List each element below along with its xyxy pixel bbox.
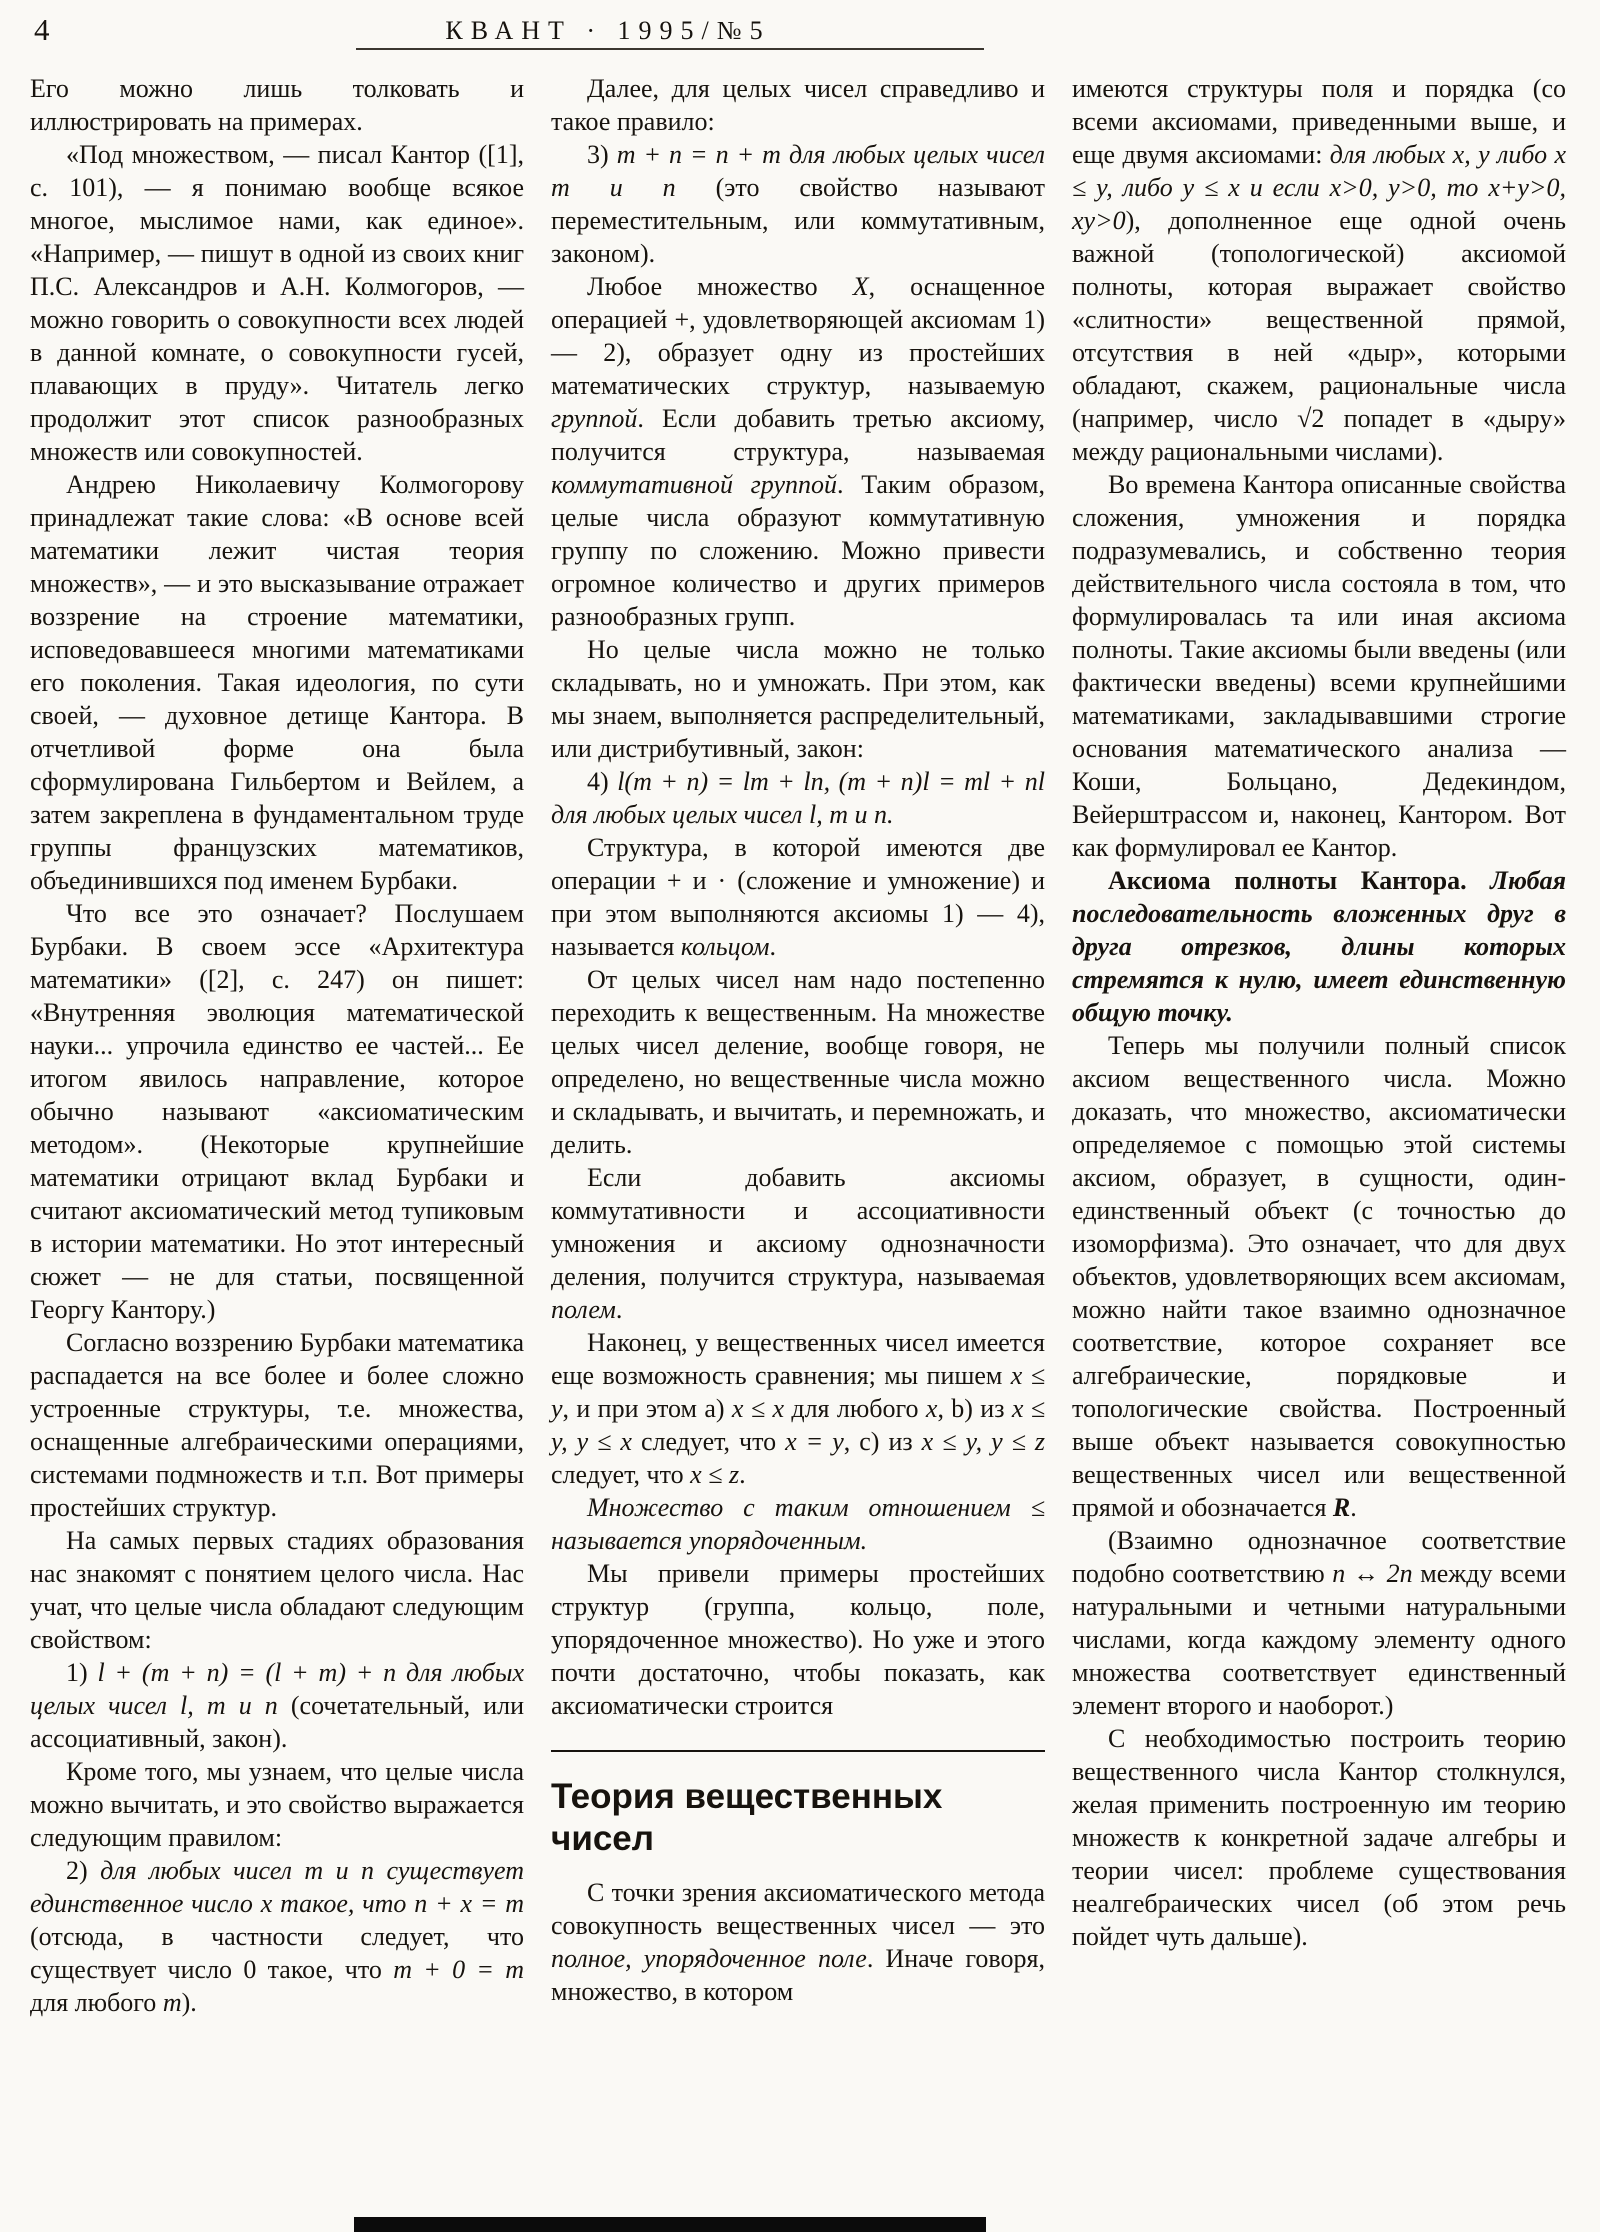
header-rule	[356, 48, 984, 50]
text-run: l + (m + n) = (l + m) + n	[97, 1658, 397, 1687]
text-run: коммутативной группой	[551, 470, 837, 499]
paragraph	[551, 1491, 1045, 1557]
paragraph	[551, 1161, 1045, 1326]
text-run: Его можно лишь толковать и иллюстрировать на примерах.	[30, 74, 524, 136]
text-run: (сочетательный, или ассоциативный, закон).	[30, 1691, 524, 1753]
text-run: m	[162, 1988, 182, 2017]
text-run: n ↔ 2n	[1332, 1559, 1413, 1588]
text-column-2	[551, 72, 1045, 2019]
paragraph	[30, 897, 524, 1326]
text-run: для любых целых чисел l, m и n	[30, 1658, 524, 1720]
text-run: для любых x, y либо x ≤ y, либо y ≤ x и если x>0, y>0, то x+y>0, xy>0	[1072, 140, 1566, 235]
paragraph	[30, 468, 524, 897]
text-run: .	[769, 932, 777, 961]
text-run: (Взаимно однозначное соответствие подобно соответствию	[1072, 1526, 1566, 1588]
paragraph	[30, 1755, 524, 1854]
text-run: Мы привели примеры простейших структур (группа, кольцо, поле, упорядоченное множество). Но уже и этого почти достаточно, чтобы показать, как аксиоматически строится	[551, 1559, 1045, 1720]
text-run: (это свойство называют переместительным, или коммутативным, законом).	[551, 173, 1045, 268]
text-run: x ≤ y	[551, 1361, 1046, 1423]
paragraph	[30, 138, 524, 468]
text-run: x ≤ z	[690, 1460, 740, 1489]
text-run: 3)	[587, 140, 617, 169]
text-run: .	[739, 1460, 746, 1489]
text-run: ), дополненное еще одной очень важной (топологической) аксиомой полноты, которая выражает свойство «слитности» вещественной прямой, отсутствия в ней «дыр», которыми обладают, скажем, рациональные числа (например, число √2 попадет в «дыру» между рациональными числами).	[1072, 206, 1566, 466]
text-run: Наконец, у вещественных чисел имеется еще возможность сравнения; мы пишем	[551, 1328, 1045, 1390]
text-run: 1)	[66, 1658, 98, 1687]
paragraph	[30, 1656, 524, 1755]
text-run: полем	[551, 1295, 616, 1324]
text-run: m + n = n + m для любых целых чисел m и n	[551, 140, 1045, 202]
journal-masthead: КВАНТ · 1995/№5	[445, 16, 771, 45]
text-run: (отсюда, в частности следует, что существует число 0 такое, что	[30, 1922, 524, 1984]
text-run: для любого	[30, 1988, 163, 2017]
text-run: На самых первых стадиях образования нас знакомят с понятием целого числа. Нас учат, что целые числа обладают следующим свойством:	[30, 1526, 524, 1654]
text-run: x = y	[785, 1427, 844, 1456]
paragraph	[551, 270, 1045, 633]
text-run: От целых чисел нам надо постепенно переходить к вещественным. На множестве целых чисел деление, вообще говоря, не определено, но вещественные числа можно и складывать, и вычитать, и перемножать, и делить.	[551, 965, 1045, 1159]
text-run: Но целые числа можно не только складывать, но и умножать. При этом, как мы знаем, выполняется распределительный, или дистрибутивный, закон:	[551, 635, 1045, 763]
text-run: 4)	[587, 767, 618, 796]
paragraph	[1072, 1722, 1566, 1953]
paragraph	[551, 1876, 1045, 2008]
paragraph	[1072, 72, 1566, 468]
article-columns	[30, 72, 1566, 2019]
paragraph	[551, 72, 1045, 138]
text-run: , c) из	[843, 1427, 922, 1456]
text-run: . Если добавить третью аксиому, получится структура, называемая	[551, 404, 1045, 466]
text-run: . Иначе говоря, множество, в котором	[551, 1944, 1045, 2006]
text-column-1	[30, 72, 524, 2019]
paragraph	[551, 633, 1045, 765]
bottom-image-edge	[354, 2217, 986, 2232]
text-run: Далее, для целых чисел справедливо и такое правило:	[551, 74, 1045, 136]
paragraph	[1072, 1029, 1566, 1524]
paragraph	[551, 138, 1045, 270]
text-run: . Таким образом, целые числа образуют коммутативную группу по сложению. Можно привести огромное количество и других примеров разнообразных групп.	[551, 470, 1045, 631]
text-run: x ≤ y, y ≤ z	[921, 1427, 1046, 1456]
text-run: следует, что	[551, 1460, 691, 1489]
text-run: Если добавить аксиомы коммутативности и ассоциативности умножения и аксиому однозначности деления, получится структура, называемая	[551, 1163, 1045, 1291]
paragraph	[551, 1557, 1045, 1722]
text-run: m + 0 = m	[393, 1955, 524, 1984]
text-run: для любых чисел m и n существует единственное число x такое, что n + x = m	[30, 1856, 524, 1918]
text-run: полное, упорядоченное поле	[551, 1944, 867, 1973]
text-run: x	[925, 1394, 938, 1423]
paragraph	[30, 1524, 524, 1656]
text-run: «Под множеством, — писал Кантор ([1], с. 101), — я понимаю вообще всякое многое, мыслимое нами, как единое». «Например, — пишут в одной из своих книг П.С. Александров и А.Н. Колмогоров, — можно говорить о совокупности всех людей в данной комнате, о совокупности гусей, плавающих в пруду». Читатель легко продолжит этот список разнообразных множеств или совокупностей.	[30, 140, 524, 466]
text-run: группой	[551, 404, 638, 433]
paragraph	[1072, 1524, 1566, 1722]
text-run: x ≤ y, y ≤ x	[551, 1394, 1046, 1456]
text-run: R	[1332, 1493, 1351, 1522]
text-run: ).	[181, 1988, 197, 2017]
text-run: , b) из	[937, 1394, 1012, 1423]
text-run: С необходимостью построить теорию вещественного числа Кантор столкнулся, желая применить построенную им теорию множеств к конкретной задаче алгебры и теории чисел: проблеме существования неалгебраических чисел (об этом речь пойдет чуть дальше).	[1072, 1724, 1566, 1951]
paragraph	[30, 1854, 524, 2019]
section-heading: Теория вещественных чисел	[551, 1750, 1045, 1860]
paragraph	[551, 765, 1045, 831]
paragraph	[1072, 864, 1566, 1029]
text-run: Согласно воззрению Бурбаки математика распадается на все более и более сложно устроенные структуры, т.е. множества, оснащенные алгебраическими операциями, системами подмножеств и т.п. Вот примеры простейших структур.	[30, 1328, 524, 1522]
text-run: Структура, в которой имеются две операции + и · (сложение и умножение) и при этом выполняются аксиомы 1) — 4), называется	[551, 833, 1045, 961]
text-run: l(m + n) = lm + ln, (m + n)l = ml + nl	[617, 767, 1045, 796]
text-run: X	[852, 272, 869, 301]
text-run: имеются структуры поля и порядка (со всеми аксиомами, приведенными выше, и еще двумя аксиомами:	[1072, 74, 1566, 169]
text-run: , и при этом a)	[562, 1394, 732, 1423]
paragraph	[551, 1326, 1045, 1491]
paragraph	[30, 72, 524, 138]
text-run: С точки зрения аксиоматического метода совокупность вещественных чисел — это	[551, 1878, 1045, 1940]
text-run: x ≤ x	[731, 1394, 784, 1423]
text-run: для любого	[784, 1394, 926, 1423]
text-run: Любая последовательность вложенных друг в друга отрезков, длины которых стремятся к нулю, имеет единственную общую точку.	[1072, 866, 1566, 1027]
text-run: для любых целых чисел l, m и n.	[551, 800, 894, 829]
text-run: Что все это означает? Послушаем Бурбаки. В своем эссе «Архитектура математики» ([2], с. 247) он пишет: «Внутренняя эволюция математической науки... упрочила единство ее частей... Ее итогом явилось направление, которое обычно называют «аксиоматическим методом». (Некоторые крупнейшие математики отрицают вклад Бурбаки и считают аксиоматический метод тупиковым в истории математики. Но этот интересный сюжет — не для статьи, посвященной Георгу Кантору.)	[30, 899, 524, 1324]
text-run: 2)	[66, 1856, 101, 1885]
text-run: между всеми натуральными и четными натуральными числами, когда каждому элементу одного множества соответствует единственный элемент второго и наоборот.)	[1072, 1559, 1567, 1720]
text-run: Во времена Кантора описанные свойства сложения, умножения и порядка подразумевались, и собственно теория действительного числа состояла в том, что формулировалась та или иная аксиома полноты. Такие аксиомы были введены (или фактически введены) всеми крупнейшими математиками, закладывавшими строгие основания математического анализа — Коши, Больцано, Дедекиндом, Вейерштрассом и, наконец, Кантором. Вот как формулировал ее Кантор.	[1072, 470, 1566, 862]
text-run: следует, что	[631, 1427, 786, 1456]
paragraph	[30, 1326, 524, 1524]
text-run: Теперь мы получили полный список аксиом вещественного числа. Можно доказать, что множество, аксиоматически определяемое с помощью этой системы аксиом, образует, в сущности, один-единственный объект (с точностью до изоморфизма). Это означает, что для двух объектов, удовлетворяющих всем аксиомам, можно найти такое взаимно однозначное соответствие, которое сохраняет все алгебраические, порядковые и топологические свойства. Построенный выше объект называется совокупностью вещественных чисел или вещественной прямой и обозначается	[1072, 1031, 1566, 1522]
text-run: .	[615, 1295, 623, 1324]
text-run: .	[1350, 1493, 1357, 1522]
text-run: Андрею Николаевичу Колмогорову принадлежат такие слова: «В основе всей математики лежит чистая теория множеств», — и это высказывание отражает воззрение на строение математики, исповедовавшееся многими математиками его поколения. Такая идеология, по сути своей, — духовное детище Кантора. В отчетливой форме она была сформулирована Гильбертом и Вейлем, а затем закреплена в фундаментальном труде группы французских математиков, объединившихся под именем Бурбаки.	[30, 470, 524, 895]
text-run: Множество с таким отношением ≤ называется упорядоченным.	[551, 1493, 1045, 1555]
text-run: Любое множество	[587, 272, 853, 301]
paragraph	[1072, 468, 1566, 864]
page-number: 4	[34, 12, 50, 47]
paragraph	[551, 963, 1045, 1161]
text-column-3	[1072, 72, 1566, 2019]
text-run: Аксиома полноты Кантора.	[1108, 866, 1491, 895]
text-run: , оснащенное операцией +, удовлетворяющей аксиомам 1) — 2), образует одну из простейших математических структур, называемую	[551, 272, 1045, 400]
text-run: Кроме того, мы узнаем, что целые числа можно вычитать, и это свойство выражается следующим правилом:	[30, 1757, 524, 1852]
text-run: кольцом	[680, 932, 770, 961]
paragraph	[551, 831, 1045, 963]
